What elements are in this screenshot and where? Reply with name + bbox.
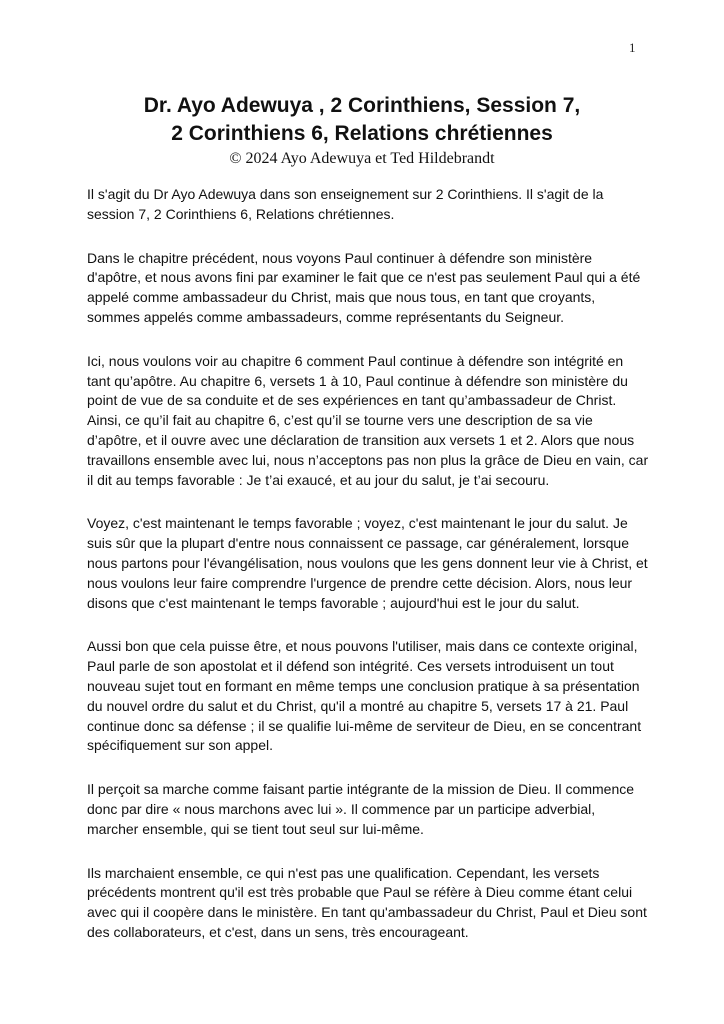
document-body <box>87 185 649 967</box>
paragraph-4: Voyez, c'est maintenant le temps favorable ; voyez, c'est maintenant le jour du salut. Je suis sûr que la plupart d'entre nous connaissent ce passage, car généralement, lorsque nous partons pour l'évangélisation, nous voulons que les gens donnent leur vie à Christ, et nous voulons leur faire comprendre l'urgence de prendre cette décision. Alors, nous leur disons que c'est maintenant le temps favorable ; aujourd'hui est le jour du salut. <box>87 515 648 611</box>
page-title-line-2: 2 Corinthiens 6, Relations chrétiennes <box>171 122 553 145</box>
paragraph-7: Ils marchaient ensemble, ce qui n'est pas une qualification. Cependant, les versets précédents montrent qu'il est très probable que Paul se réfère à Dieu comme étant celui avec qui il coopère dans le ministère. En tant qu'ambassadeur du Christ, Paul et Dieu sont des collaborateurs, et c'est, dans un sens, très encourageant. <box>87 864 647 940</box>
paragraph-5: Aussi bon que cela puisse être, et nous pouvons l'utiliser, mais dans ce contexte original, Paul parle de son apostolat et il défend son intégrité. Ces versets introduisent un tout nouveau sujet tout en formant en même temps une conclusion pratique à sa présentation du nouvel ordre du salut et du Christ, qu'il a montré au chapitre 5, versets 17 à 21. Paul continue donc sa défense ; il se qualifie lui-même de serviteur de Dieu, en se concentrant spécifiquement sur son appel. <box>87 638 642 754</box>
page-number: 1 <box>629 40 636 55</box>
paragraph-6: Il perçoit sa marche comme faisant partie intégrante de la mission de Dieu. Il commence donc par dire « nous marchons avec lui ». Il commence par un participe adverbial, marcher ensemble, qui se tient tout seul sur lui-même. <box>87 781 635 837</box>
copyright-notice: © 2024 Ayo Adewuya et Ted Hildebrandt <box>229 150 495 167</box>
page-title-line-1: Dr. Ayo Adewuya , 2 Corinthiens, Session 7, <box>143 94 581 117</box>
document-header <box>0 92 724 169</box>
paragraph-3: Ici, nous voulons voir au chapitre 6 comment Paul continue à défendre son intégrité en tant qu’apôtre. Au chapitre 6, versets 1 à 10, Paul continue à défendre son ministère du point de vue de sa conduite et de ses expériences en tant qu’ambassadeur de Christ. Ainsi, ce qu’il fait au chapitre 6, c’est qu’il se tourne vers une description de sa vie d’apôtre, et il ouvre avec une déclaration de transition aux versets 1 et 2. Alors que nous travaillons ensemble avec lui, nous n’acceptons pas non plus la grâce de Dieu en vain, car il dit au temps favorable : Je t’ai exaucé, et au jour du salut, je t’ai secouru. <box>87 352 649 488</box>
paragraph-1: Il s'agit du Dr Ayo Adewuya dans son enseignement sur 2 Corinthiens. Il s'agit de la session 7, 2 Corinthiens 6, Relations chrétiennes. <box>87 186 604 222</box>
paragraph-2: Dans le chapitre précédent, nous voyons Paul continuer à défendre son ministère d'apôtre, et nous avons fini par examiner le fait que ce n'est pas seulement Paul qui a été appelé comme ambassadeur du Christ, mais que nous tous, en tant que croyants, sommes appelés comme ambassadeurs, comme représentants du Seigneur. <box>87 249 641 325</box>
